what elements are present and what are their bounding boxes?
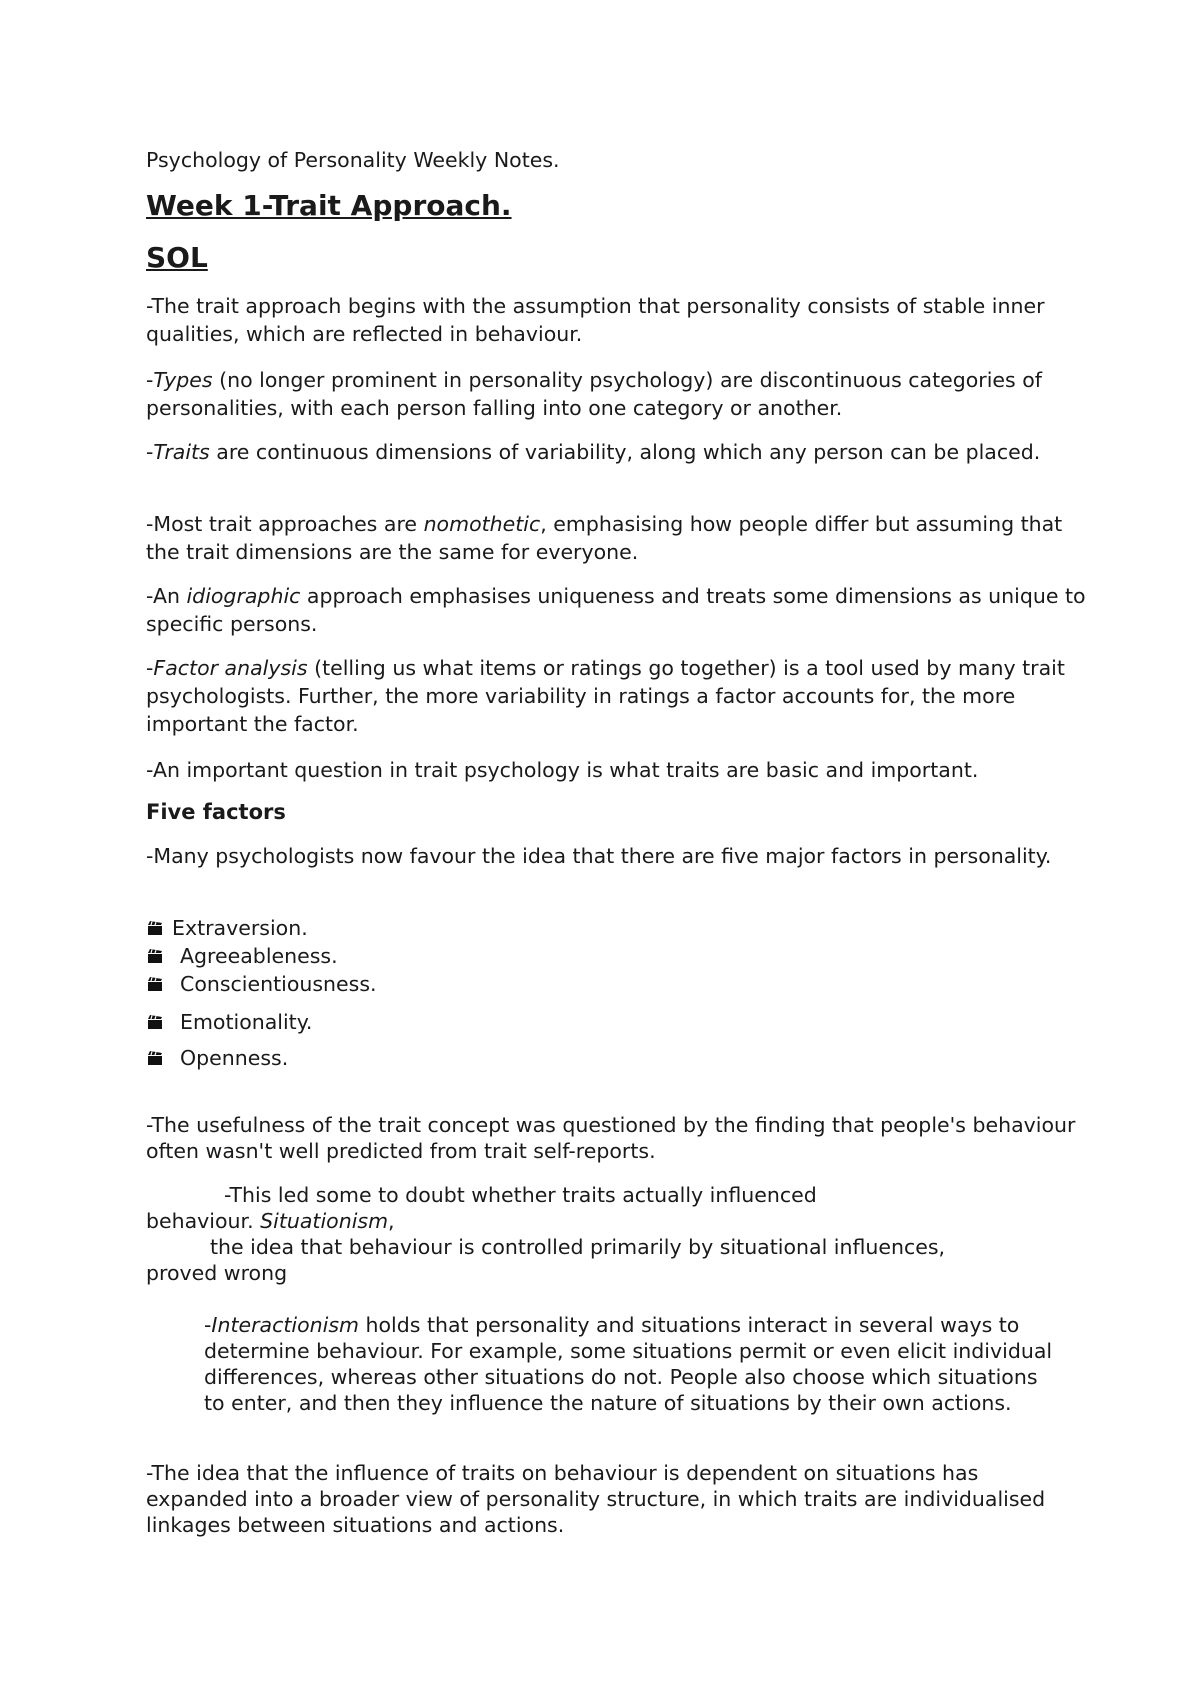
paragraph-situationism-line2: behaviour. Situationism, [146,1209,395,1233]
term-interactionism: Interactionism [211,1313,359,1337]
paragraph-factor-analysis: -Factor analysis (telling us what items or ratings go together) is a tool used by many trait psychologists. Further, the more variability in ratings a factor accounts for, the more important the factor. [146,656,1065,736]
list-item: Conscientiousness. [146,970,377,998]
clapperboard-bullet-icon [146,1013,164,1031]
term-factor-analysis: Factor analysis [153,656,308,680]
list-item: Extraversion. [146,914,308,942]
list-item: Emotionality. [146,1008,312,1036]
term-idiographic: idiographic [186,584,301,608]
paragraph-broader-view: -The idea that the influence of traits on behaviour is dependent on situations has expanded into a broader view of personality structure, in which traits are individualised linkages between situations and actions. [146,1461,1046,1537]
list-item: Agreeableness. [146,942,338,970]
paragraph-situationism-line1: -This led some to doubt whether traits actually influenced [224,1183,817,1207]
paragraph-usefulness: -The usefulness of the trait concept was questioned by the finding that people's behaviour often wasn't well predicted from trait self-reports. [146,1113,1076,1163]
term-traits: Traits [153,440,210,464]
clapperboard-bullet-icon [146,919,164,937]
paragraph-traits: -Traits are continuous dimensions of variability, along which any person can be placed. [146,440,1041,464]
section-heading: SOL [146,241,208,274]
paragraph-interactionism: -Interactionism holds that personality and situations interact in several ways to determine behaviour. For example, some situations permit or even elicit individual differences, whereas other situations do not. People also choose which situations to enter, and then they influence the nature of situations by their own actions. [204,1313,1053,1415]
clapperboard-bullet-icon [146,1049,164,1067]
week-heading: Week 1-Trait Approach. [146,189,512,222]
clapperboard-bullet-icon [146,975,164,993]
document-title: Psychology of Personality Weekly Notes. [146,148,560,172]
term-types: Types [153,368,213,392]
paragraph-trait-approach: -The trait approach begins with the assumption that personality consists of stable inner qualities, which are reflected in behaviour. [146,294,1045,346]
paragraph-situationism-line4: proved wrong [146,1261,288,1285]
paragraph-important-question: -An important question in trait psychology is what traits are basic and important. [146,758,979,782]
paragraph-situationism-line3: the idea that behaviour is controlled primarily by situational influences, [210,1235,946,1259]
term-nomothetic: nomothetic [423,512,541,536]
term-situationism: Situationism [260,1209,389,1233]
paragraph-idiographic: -An idiographic approach emphasises uniqueness and treats some dimensions as unique to specific persons. [146,584,1086,636]
clapperboard-bullet-icon [146,947,164,965]
five-factors-heading: Five factors [146,800,286,824]
paragraph-five-factors: -Many psychologists now favour the idea that there are five major factors in personality. [146,844,1052,868]
paragraph-nomothetic: -Most trait approaches are nomothetic, emphasising how people differ but assuming that the trait dimensions are the same for everyone. [146,512,1063,564]
list-item: Openness. [146,1044,288,1072]
paragraph-types: -Types (no longer prominent in personality psychology) are discontinuous categories of personalities, with each person falling into one category or another. [146,368,1042,420]
